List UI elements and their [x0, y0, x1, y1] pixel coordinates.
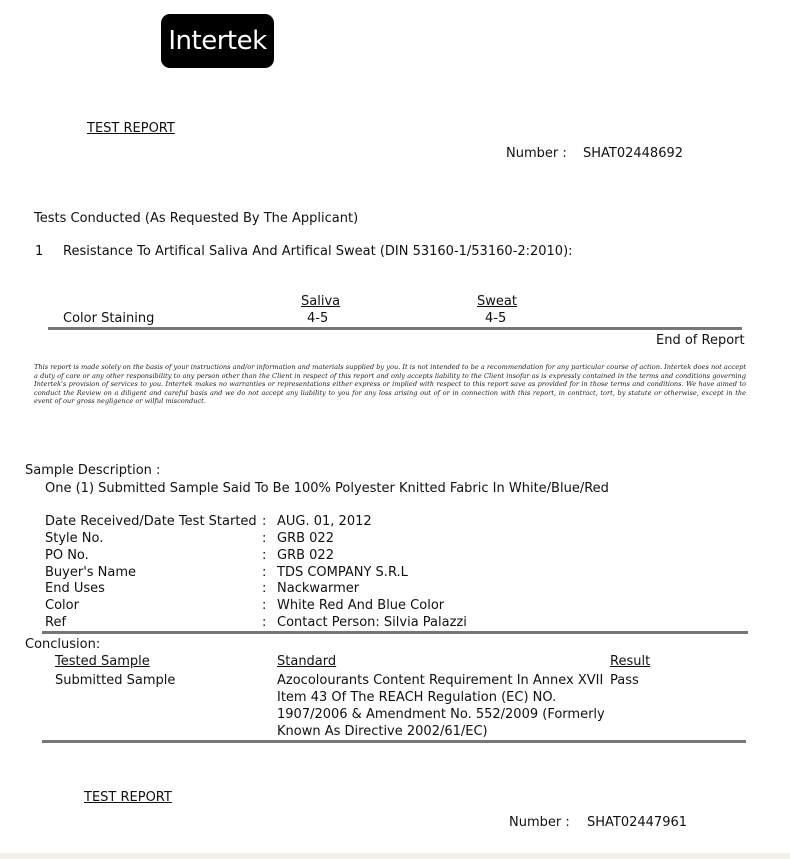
field-label-po: PO No.: [45, 548, 89, 563]
row-label-color-staining: Color Staining: [63, 311, 155, 326]
value-saliva: 4-5: [307, 311, 329, 326]
field-label-date: Date Received/Date Test Started: [45, 514, 257, 529]
field-sep: :: [262, 615, 267, 630]
field-sep: :: [262, 514, 267, 529]
conclusion-heading: Conclusion:: [25, 637, 101, 652]
sample-heading: Sample Description :: [25, 463, 161, 478]
standard-line-4: Known As Directive 2002/61/EC): [277, 724, 488, 739]
field-sep: :: [262, 548, 267, 563]
standard-line-1: Azocolourants Content Requirement In Annex XVII: [277, 673, 604, 688]
field-sep: :: [262, 581, 267, 596]
field-label-buyer: Buyer's Name: [45, 565, 137, 580]
field-label-ref: Ref: [45, 615, 67, 630]
tests-rule: [48, 327, 742, 330]
field-value-style: GRB 022: [277, 531, 334, 546]
field-sep: :: [262, 531, 267, 546]
header-result: Result: [610, 654, 651, 669]
field-value-color: White Red And Blue Color: [277, 598, 445, 613]
conclusion-result: Pass: [610, 673, 639, 688]
field-value-date: AUG. 01, 2012: [277, 514, 372, 529]
value-sweat: 4-5: [485, 311, 507, 326]
report2-number-value: SHAT02447961: [587, 815, 688, 830]
tests-heading: Tests Conducted (As Requested By The Applicant): [34, 211, 359, 226]
field-sep: :: [262, 598, 267, 613]
intertek-logo: [161, 14, 274, 68]
report-number-value: SHAT02448692: [583, 146, 684, 161]
report-number-label: Number :: [506, 146, 567, 161]
test-item-title: Resistance To Artifical Saliva And Artifical Sweat (DIN 53160-1/53160-2:2010):: [63, 244, 573, 259]
field-value-end-uses: Nackwarmer: [277, 581, 360, 596]
sample-description: One (1) Submitted Sample Said To Be 100% Polyester Knitted Fabric In White/Blue/Red: [45, 481, 609, 496]
conclusion-rule: [42, 740, 746, 743]
field-sep: :: [262, 565, 267, 580]
field-label-end-uses: End Uses: [45, 581, 105, 596]
column-saliva: Saliva: [301, 294, 341, 309]
page-bottom-edge: [0, 853, 790, 859]
field-value-buyer: TDS COMPANY S.R.L: [277, 565, 408, 580]
logo-text: Intertek: [168, 26, 267, 56]
standard-line-3: 1907/2006 & Amendment No. 552/2009 (Formerly: [277, 707, 605, 722]
standard-line-2: Item 43 Of The REACH Regulation (EC) NO.: [277, 690, 557, 705]
header-tested-sample: Tested Sample: [55, 654, 150, 669]
report2-number-label: Number :: [509, 815, 570, 830]
report-title: TEST REPORT: [87, 121, 175, 136]
sample-rule: [42, 631, 748, 634]
disclaimer-text: This report is made solely on the basis of your instructions and/or information and materials supplied by you. It is not intended to be a recommendation for any particular course of action. Intertek does not accept a duty of care or any other responsibility to any person other than the Client in respect of this report and only accepts liability to the Client insofar as is expressly contained in the terms and conditions governing Intertek's provision of services to you. Intertek makes no warranties or representations either express or implied with respect to this report save as provided for in those terms and conditions. We have aimed to conduct the Review on a diligent and careful basis and we do not accept any liability to you for any loss arising out of or in connection with this report, in contract, tort, by statute or otherwise, except in the event of our gross negligence or wilful misconduct.: [34, 363, 746, 406]
field-value-po: GRB 022: [277, 548, 334, 563]
header-standard: Standard: [277, 654, 337, 669]
field-label-style: Style No.: [45, 531, 104, 546]
field-value-ref: Contact Person: Silvia Palazzi: [277, 615, 467, 630]
column-sweat: Sweat: [477, 294, 517, 309]
conclusion-sample: Submitted Sample: [55, 673, 176, 688]
report2-title: TEST REPORT: [84, 790, 172, 805]
test-item-index: 1: [35, 244, 44, 259]
end-of-report: End of Report: [656, 333, 745, 348]
field-label-color: Color: [45, 598, 79, 613]
